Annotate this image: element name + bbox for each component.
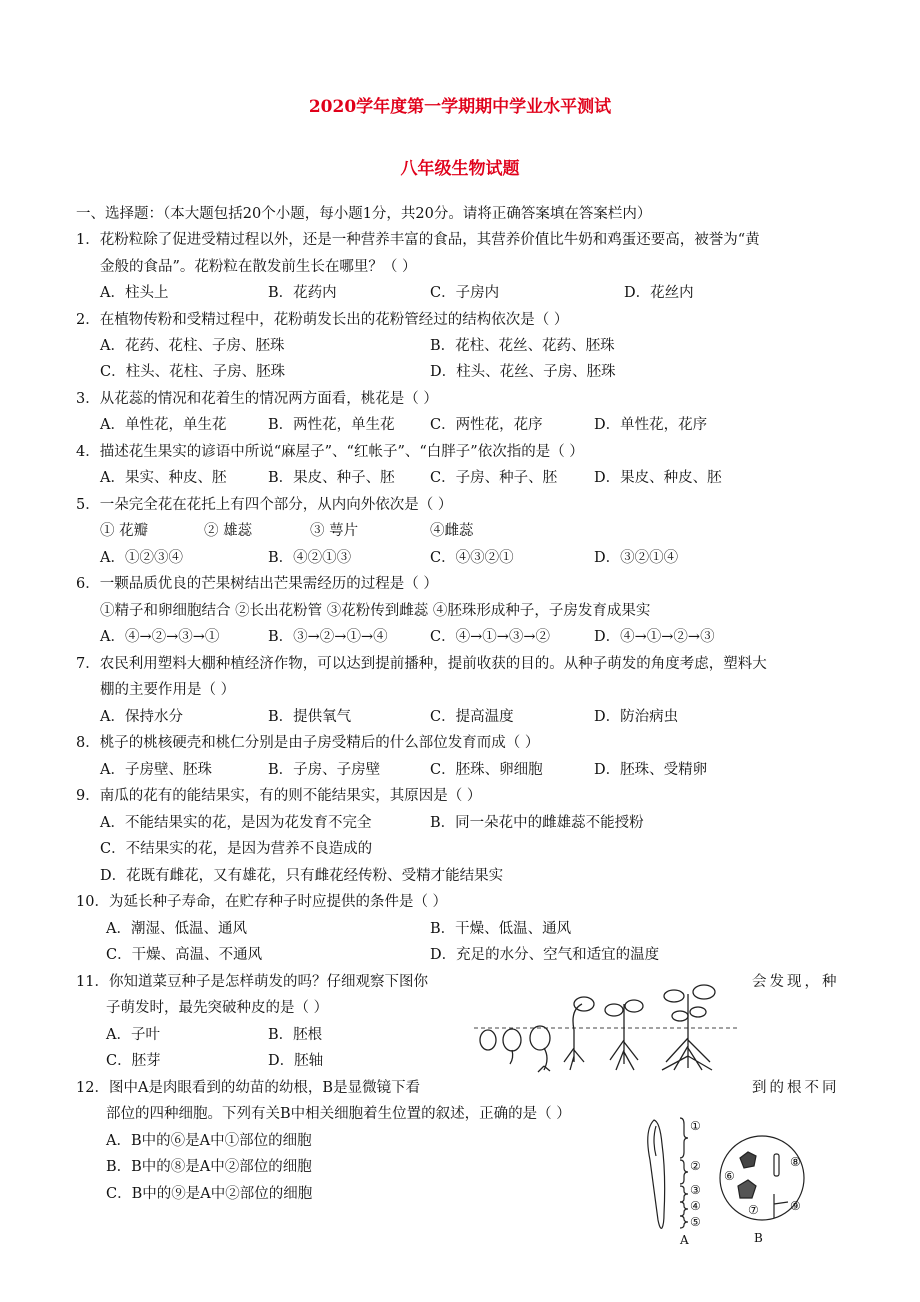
fig-label-5: ⑤	[690, 1215, 701, 1229]
option: A．①②③④	[100, 550, 183, 566]
fig-label-8: ⑧	[790, 1155, 801, 1169]
option: C．子房、种子、胚	[430, 470, 558, 486]
question-stem: 5．一朵完全花在花托上有四个部分，从内向外依次是（ ）	[76, 497, 453, 513]
question-stem: 棚的主要作用是（ ）	[100, 682, 236, 698]
option: C．④③②①	[430, 550, 514, 566]
question-stem: 6．一颗品质优良的芒果树结出芒果需经历的过程是（ ）	[76, 576, 438, 592]
option: C．柱头、花柱、子房、胚珠	[100, 364, 286, 380]
fig-label-1: ①	[690, 1119, 701, 1133]
option: B．两性花，单生花	[268, 417, 395, 433]
option: D．防治病虫	[594, 709, 679, 725]
question-stem: 4．描述花生果实的谚语中所说“麻屋子”、“红帐子”、“白胖子”依次指的是（ ）	[76, 444, 584, 460]
option: D．单性花，花序	[594, 417, 708, 433]
option: C．胚珠、卵细胞	[430, 762, 543, 778]
question-stem: 到的根不同	[752, 1080, 840, 1096]
statement-items: ①精子和卵细胞结合 ②长出花粉管 ③花粉传到雌蕊 ④胚珠形成种子，子房发育成果实	[100, 603, 651, 619]
option: C．B中的⑨是A中②部位的细胞	[106, 1186, 313, 1202]
option: D．充足的水分、空气和适宜的温度	[430, 947, 660, 963]
option: A．不能结果实的花，是因为花发育不完全	[100, 815, 372, 831]
option: B．同一朵花中的雌雄蕊不能授粉	[430, 815, 644, 831]
fig-label-2: ②	[690, 1159, 701, 1173]
option: A．保持水分	[100, 709, 183, 725]
option: B．B中的⑧是A中②部位的细胞	[106, 1159, 312, 1175]
question-stem: 10．为延长种子寿命，在贮存种子时应提供的条件是（ ）	[76, 894, 448, 910]
option: A．花药、花柱、子房、胚珠	[100, 338, 285, 354]
option: A．B中的⑥是A中①部位的细胞	[106, 1133, 312, 1149]
option: B．果皮、种子、胚	[268, 470, 395, 486]
option: A．子房壁、胚珠	[100, 762, 212, 778]
option: B．④②①③	[268, 550, 352, 566]
option: D．花丝内	[624, 285, 694, 301]
question-stem: 1．花粉粒除了促进受精过程以外，还是一种营养丰富的食品，其营养价值比牛奶和鸡蛋还要高，被誉为“黄	[76, 232, 760, 248]
fig-caption-b: B	[754, 1231, 763, 1245]
option: D．花既有雌花，又有雄花，只有雌花经传粉、受精才能结果实	[100, 868, 504, 884]
fig-label-9: ⑨	[790, 1199, 801, 1213]
option: B．干燥、低温、通风	[430, 921, 572, 937]
statement-item: ④雌蕊	[430, 523, 474, 539]
question-stem: 会发现，种	[752, 974, 840, 990]
option: B．胚根	[268, 1027, 323, 1043]
statement-item: ① 花瓣	[100, 523, 149, 539]
fig-caption-a: A	[680, 1233, 689, 1247]
option: D．胚轴	[268, 1053, 324, 1069]
question-stem: 11．你知道菜豆种子是怎样萌发的吗？仔细观察下图你	[76, 974, 428, 990]
option: A．潮湿、低温、通风	[106, 921, 247, 937]
question-stem: 金般的食品”。花粉粒在散发前生长在哪里？（ ）	[100, 259, 417, 275]
option: A．子叶	[106, 1027, 160, 1043]
question-stem: 9．南瓜的花有的能结果实，有的则不能结果实，其原因是（ ）	[76, 788, 482, 804]
option: D．果皮、种皮、胚	[594, 470, 722, 486]
option: D．③②①④	[594, 550, 679, 566]
statement-item: ③ 萼片	[310, 523, 359, 539]
question-stem: 3．从花蕊的情况和花着生的情况两方面看，桃花是（ ）	[76, 391, 438, 407]
option: C．不结果实的花，是因为营养不良造成的	[100, 841, 373, 857]
option: B．花柱、花丝、花药、胚珠	[430, 338, 615, 354]
option: B．提供氧气	[268, 709, 352, 725]
fig-label-4: ④	[690, 1199, 701, 1213]
option: C．两性花，花序	[430, 417, 543, 433]
question-stem: 子萌发时，最先突破种皮的是（ ）	[106, 1000, 329, 1016]
option: C．干燥、高温、不通风	[106, 947, 263, 963]
option: A．柱头上	[100, 285, 169, 301]
question-stem: 2．在植物传粉和受精过程中，花粉萌发长出的花粉管经过的结构依次是（ ）	[76, 312, 569, 328]
option: A．④→②→③→①	[100, 629, 220, 645]
option: B．③→②→①→④	[268, 629, 388, 645]
statement-item: ② 雄蕊	[204, 523, 253, 539]
option: D．④→①→②→③	[594, 629, 715, 645]
option: A．单性花，单生花	[100, 417, 227, 433]
option: A．果实、种皮、胚	[100, 470, 227, 486]
question-stem: 部位的四种细胞。下列有关B中相关细胞着生位置的叙述，正确的是（ ）	[106, 1106, 571, 1122]
option: C．提高温度	[430, 709, 514, 725]
fig-label-6: ⑥	[724, 1169, 735, 1183]
question-stem: 8．桃子的桃核硬壳和桃仁分别是由子房受精后的什么部位发育而成（ ）	[76, 735, 540, 751]
section-heading: 一、选择题：（本大题包括20个小题，每小题1分，共20分。请将正确答案填在答案栏内）	[76, 206, 652, 222]
option: C．胚芽	[106, 1053, 161, 1069]
question-stem: 7．农民利用塑料大棚种植经济作物，可以达到提前播种，提前收获的目的。从种子萌发的角度考虑，塑料大	[76, 656, 767, 672]
page-title: 2020学年度第一学期期中学业水平测试	[308, 97, 612, 117]
fig-label-7: ⑦	[748, 1203, 759, 1217]
page-subtitle: 八年级生物试题	[400, 159, 520, 179]
fig-label-3: ③	[690, 1183, 701, 1197]
option: B．子房、子房壁	[268, 762, 381, 778]
option: C．④→①→③→②	[430, 629, 551, 645]
option: C．子房内	[430, 285, 500, 301]
question-stem: 12．图中A是肉眼看到的幼苗的幼根，B是显微镜下看	[76, 1080, 421, 1096]
option: B．花药内	[268, 285, 337, 301]
root-cells-figure	[636, 1114, 816, 1248]
seed-germination-figure	[474, 980, 738, 1076]
option: D．胚珠、受精卵	[594, 762, 708, 778]
option: D．柱头、花丝、子房、胚珠	[430, 364, 616, 380]
